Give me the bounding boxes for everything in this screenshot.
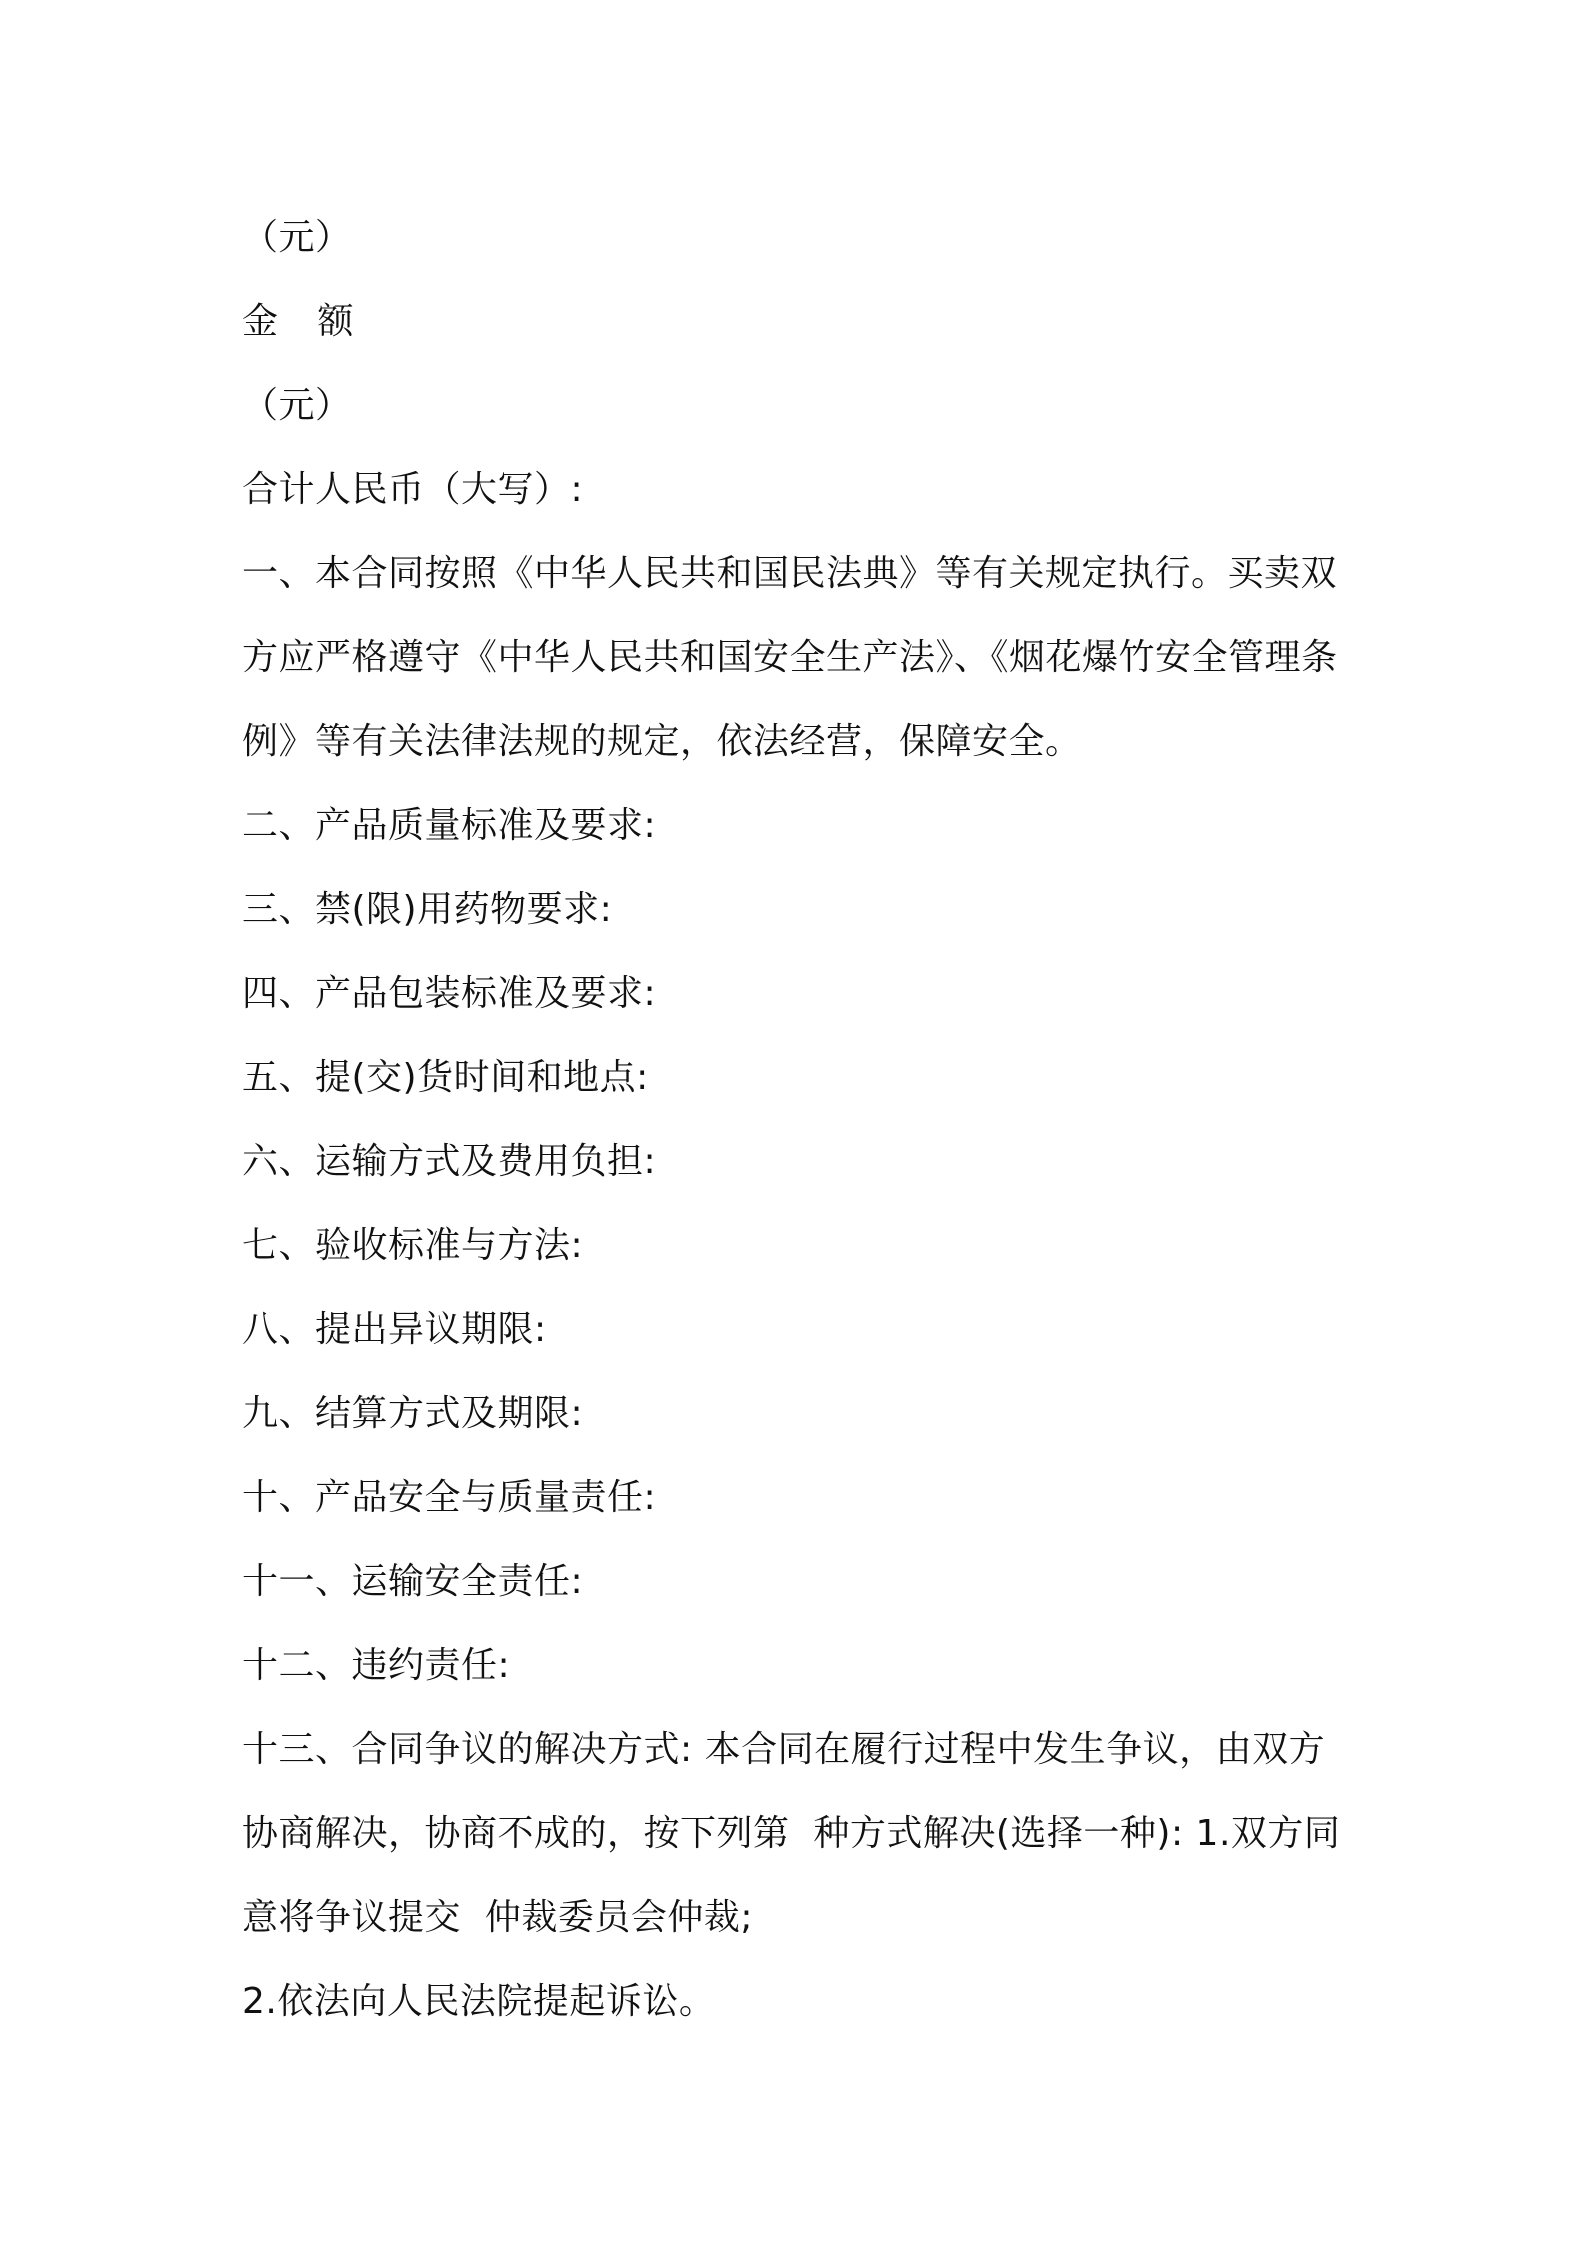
clause-13-line-3: 意将争议提交 仲裁委员会仲裁; xyxy=(242,1897,754,1938)
clause-1-line-2: 方应严格遵守《中华人民共和国安全生产法》、《烟花爆竹安全管理条 xyxy=(242,637,1338,678)
clause-13-line-2: 协商解决，协商不成的，按下列第 种方式解决(选择一种): 1.双方同 xyxy=(242,1813,1341,1854)
document-body xyxy=(242,196,1362,2044)
clause-6: 六、运输方式及费用负担: xyxy=(242,1141,657,1182)
clause-1-line-1: 一、本合同按照《中华人民共和国民法典》等有关规定执行。买卖双 xyxy=(242,553,1338,594)
unit-label-yuan-2: （元） xyxy=(242,385,352,426)
clause-1-line-3: 例》等有关法律法规的规定，依法经营，保障安全。 xyxy=(242,721,1082,762)
unit-label-yuan: （元） xyxy=(242,217,352,258)
clause-12: 十二、违约责任: xyxy=(242,1645,511,1686)
clause-8: 八、提出异议期限: xyxy=(242,1309,547,1350)
clause-4: 四、产品包装标准及要求: xyxy=(242,973,657,1014)
total-rmb-label: 合计人民币（大写）: xyxy=(242,469,584,510)
clause-13-line-1: 十三、合同争议的解决方式: 本合同在履行过程中发生争议，由双方 xyxy=(242,1729,1326,1770)
clause-2: 二、产品质量标准及要求: xyxy=(242,805,657,846)
clause-7: 七、验收标准与方法: xyxy=(242,1225,584,1266)
clause-3: 三、禁(限)用药物要求: xyxy=(242,889,613,930)
clause-5: 五、提(交)货时间和地点: xyxy=(242,1057,649,1098)
clause-9: 九、结算方式及期限: xyxy=(242,1393,584,1434)
clause-10: 十、产品安全与质量责任: xyxy=(242,1477,657,1518)
clause-13-option-2: 2.依法向人民法院提起诉讼。 xyxy=(242,1981,716,2022)
amount-label: 金 额 xyxy=(242,301,368,342)
clause-11: 十一、运输安全责任: xyxy=(242,1561,584,1602)
